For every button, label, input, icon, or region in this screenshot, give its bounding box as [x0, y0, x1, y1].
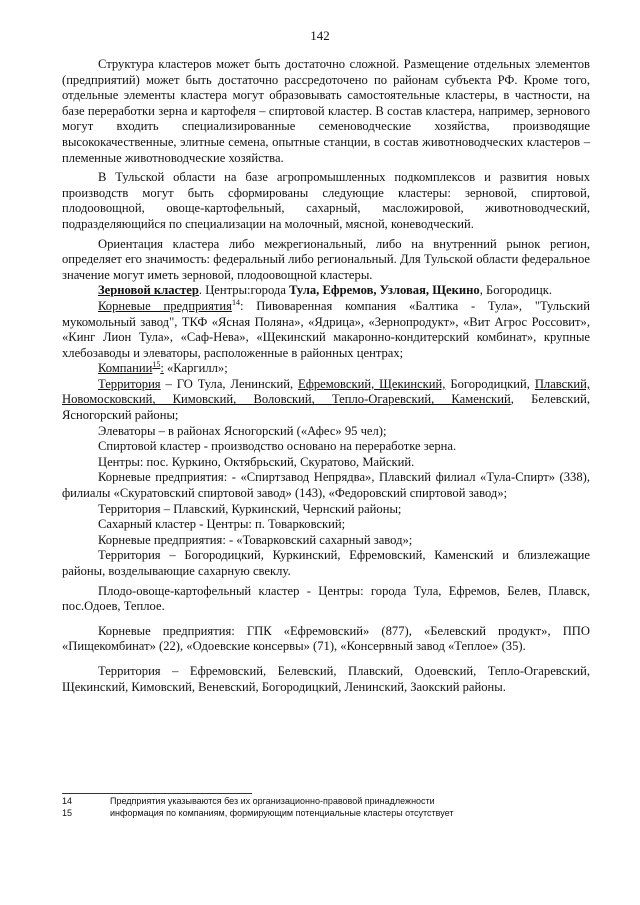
page-number: 142: [310, 28, 330, 43]
grain-territory-end: , Белевский, Ясногорский районы;: [62, 392, 590, 423]
footnote-text: информация по компаниям, формирующим потенциальные кластеры отсутствует: [110, 808, 454, 818]
spirit-companies: Корневые предприятия: - «Спиртзавод Непрядва», Плавский филиал «Тула-Спирт» (338), филиалы «Скуратовский спиртовой завод» (143), «Федоровский спиртовой завод»;: [62, 470, 590, 501]
grain-territory: [62, 377, 590, 424]
paragraph-tula-clusters: В Тульской области на базе агропромышленных подкомплексов и развития новых производств могут быть сформированы следующие кластеры: зерновой, спиртовой, плодоовощной, овоще-картофельный, сахарный, масложировой, животноводческий, подразделяющийся по специализации на молочный, мясной, коневодческий.: [62, 170, 590, 231]
grain-kompanii: [62, 361, 590, 377]
footnote-14: [62, 796, 590, 807]
sugar-cluster-title: Сахарный кластер - Центры: п. Товарковский;: [98, 517, 346, 532]
grain-centers-prefix: . Центры:города: [198, 283, 290, 298]
grain-territory-label: Территория: [98, 376, 161, 391]
document-body: [62, 57, 590, 695]
sugar-territory: Территория – Богородицкий, Куркинский, Ефремовский, Каменский и близлежащие районы, возделывающие сахарную свеклу.: [62, 548, 590, 578]
footnote-number: 15: [62, 808, 73, 818]
spirit-centers: Центры: пос. Куркино, Октябрьский, Скуратово, Майский.: [98, 454, 415, 469]
grain-cluster-heading: [62, 283, 590, 299]
grain-centers-rest: , Богородицк.: [479, 283, 553, 298]
grain-kompanii-text: «Каргилл»;: [163, 361, 228, 376]
grain-kompanii-sep: :: [160, 361, 164, 376]
grain-companies: [62, 299, 590, 361]
grain-cluster-title: Зерновой кластер: [98, 283, 199, 298]
footnote-ref-15: 15: [152, 360, 161, 370]
fruit-companies: Корневые предприятия: ГПК «Ефремовский» (877), «Белевский продукт», ППО «Пищекомбинат» (22), «Одоевские консервы» (71), «Консервный завод «Теплое» (35).: [62, 623, 590, 654]
sugar-companies: Корневые предприятия: - «Товарковский сахарный завод»;: [98, 532, 413, 547]
grain-territory-dash: – ГО Тула, Ленинский,: [160, 376, 299, 391]
grain-territory-u1: Ефремовский, Щекинский,: [298, 376, 446, 391]
footnote-text: Предприятия указываются без их организационно-правовой принадлежности: [110, 796, 435, 806]
grain-companies-text: : Пивоваренная компания «Балтика - Тула», "Тульский мукомольный завод", ТКФ «Ясная Поляна», «Ядрица», «Зернопродукт», «Вит Агрос Россовит», «Кинг Лион Тула», «Саф-Нева», «Щекинский макаронно-кондитерский комбинат», крупные хлебозаводы и элеваторы, расположенные в районных центрах;: [62, 298, 590, 360]
paragraph-cluster-structure: Структура кластеров может быть достаточно сложной. Размещение отдельных элементов (предприятий) может быть достаточно рассредоточено по районам субъекта РФ. Кроме того, отдельные элементы кластера могут образовывать самостоятельные кластеры, в частности, на базе переработки зерна и картофеля – спиртовой кластер. В состав кластера, например, зернового могут входить специализированные семеноводческие хозяйства, производящие высококачественные, элитные семена, опытные станции, в состав животноводческих кластеров – племенные животноводческие хозяйства.: [62, 57, 590, 165]
grain-elevators: Элеваторы – в районах Ясногорский («Афес» 95 чел);: [98, 423, 387, 438]
grain-kompanii-label: Компании: [98, 361, 153, 376]
spirit-cluster-title: Спиртовой кластер - производство основано на переработке зерна.: [98, 439, 457, 454]
footnote-15: [62, 808, 590, 819]
grain-territory-u2: Плавский, Новомосковский, Кимовский, Воловский, Тепло-Огаревский, Каменский: [62, 376, 590, 407]
footnote-ref-14: 14: [231, 297, 240, 307]
fruit-territory: Территория – Ефремовский, Белевский, Плавский, Одоевский, Тепло-Огаревский, Щекинский, Кимовский, Веневский, Богородицкий, Ленинский, Заокский районы.: [62, 663, 590, 694]
grain-companies-label: Корневые предприятия: [98, 298, 232, 313]
spirit-territory: Территория – Плавский, Куркинский, Чернский районы;: [98, 501, 402, 516]
paragraph-orientation: Ориентация кластера либо межрегиональный, либо на внутренний рынок регион, определяет его значимость: федеральный либо региональный. Для Тульской области федеральное значение могут иметь зерновой, плодоовощной кластеры.: [62, 236, 590, 282]
fruit-cluster-title: Плодо-овоще-картофельный кластер - Центры: города Тула, Ефремов, Белев, Плавск, пос.Одоев, Теплое.: [62, 583, 590, 614]
footnote-separator: [62, 793, 252, 794]
grain-territory-mid: Богородицкий,: [445, 376, 535, 391]
grain-centers-list: Тула, Ефремов, Узловая, Щекино: [289, 283, 480, 298]
footnote-number: 14: [62, 796, 73, 806]
